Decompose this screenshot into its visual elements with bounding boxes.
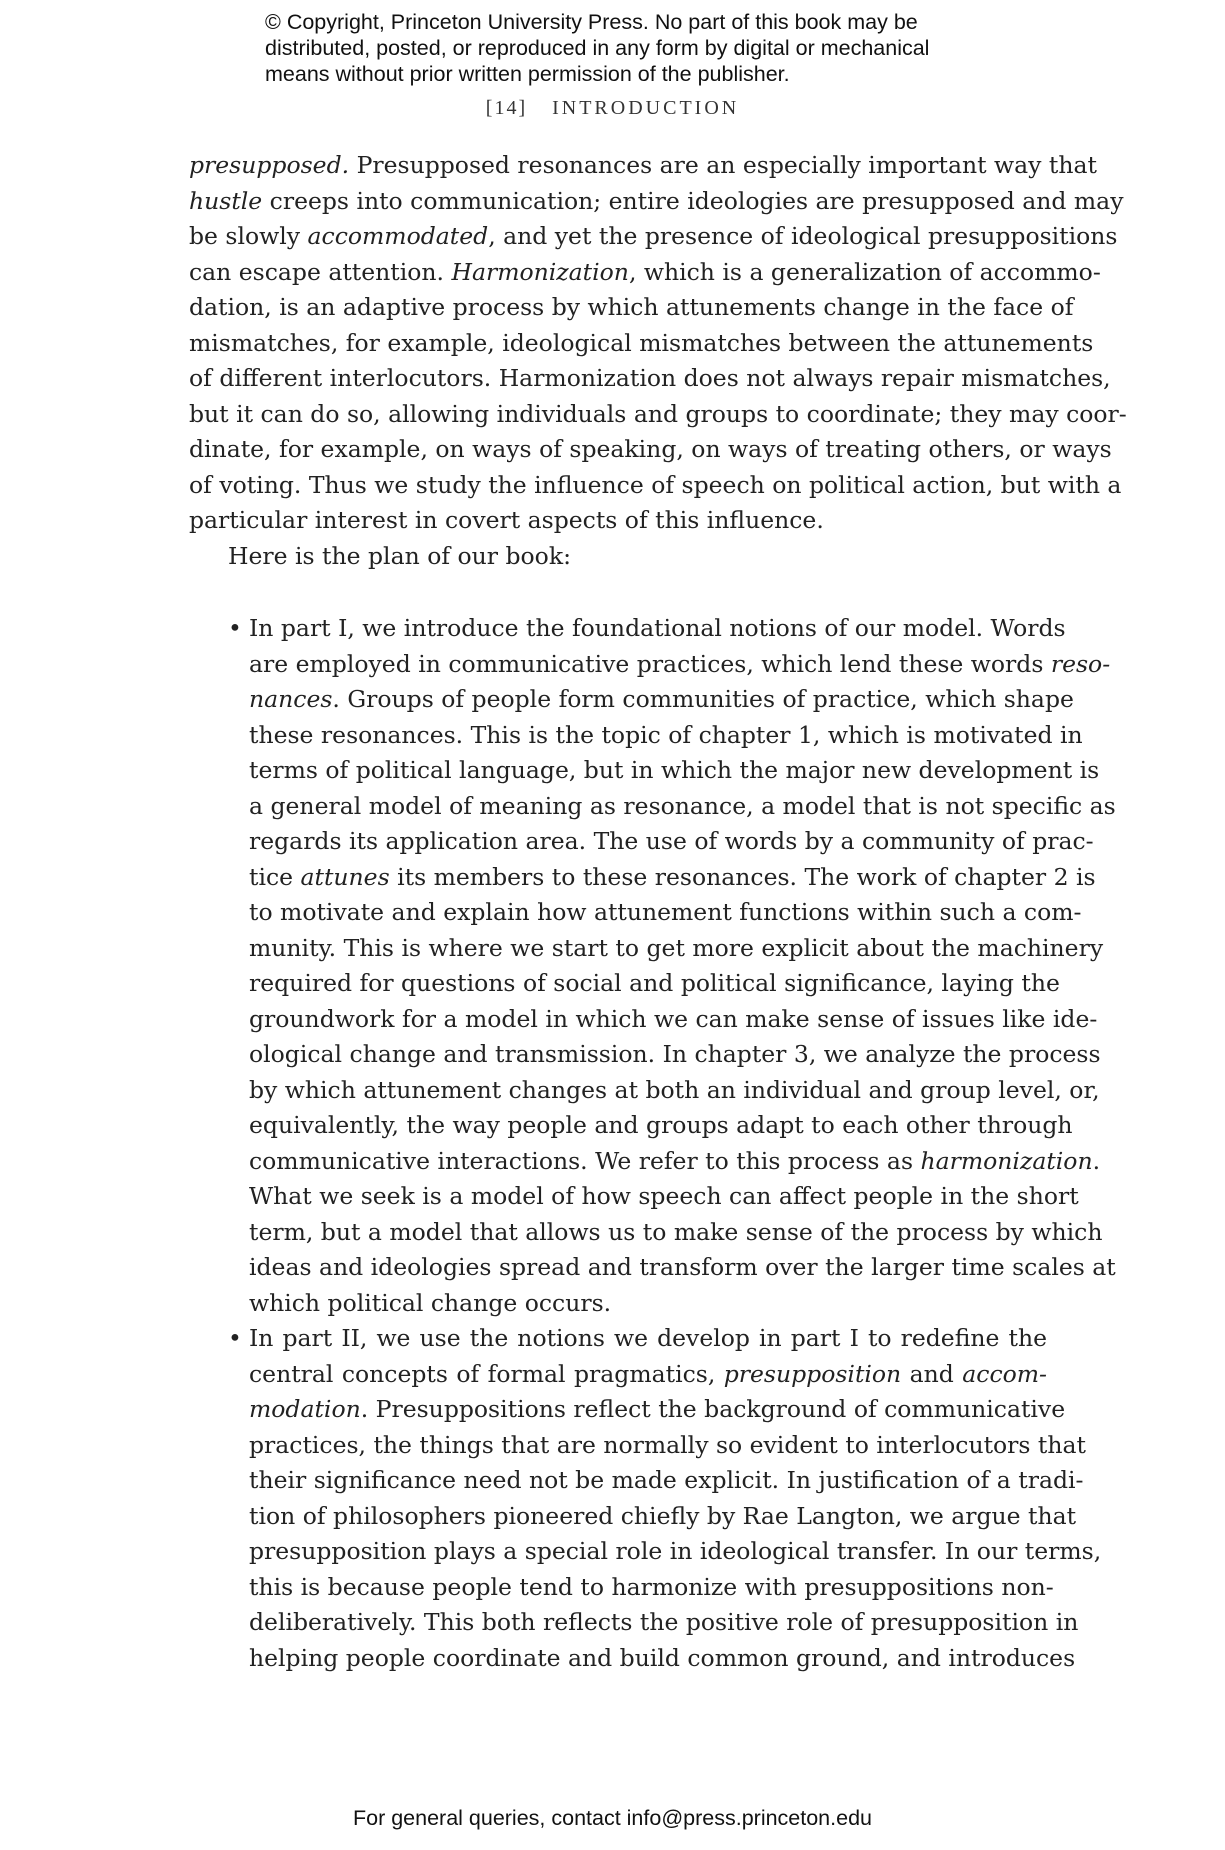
- italic-term: accommodated: [307, 222, 489, 250]
- text-run: are employed in communicative practices, which lend these words: [249, 649, 1051, 678]
- text-line: [249, 860, 1096, 896]
- text-run: creeps into communication; entire ideologies are presupposed and may: [262, 186, 1124, 215]
- text-run: , which is a generalization of accommo-: [628, 257, 1101, 286]
- italic-term: reso-: [1050, 649, 1111, 678]
- running-head: [0, 97, 1225, 120]
- text-run: central concepts of formal pragmatics,: [249, 1359, 724, 1388]
- copyright-notice: [265, 9, 1025, 87]
- italic-term: presupposed.: [189, 151, 350, 179]
- text-line: practices, the things that are normally so evident to interlocutors that: [249, 1430, 1086, 1459]
- copyright-line: © Copyright, Princeton University Press. No part of this book may be: [265, 10, 918, 34]
- text-line: [249, 1144, 1101, 1180]
- italic-term: nances: [249, 685, 333, 713]
- text-line: which political change occurs.: [249, 1288, 612, 1317]
- text-line: Here is the plan of our book:: [228, 542, 571, 570]
- text-line: regards its application area. The use of words by a community of prac-: [249, 827, 1094, 855]
- text-line: to motivate and explain how attunement functions within such a com-: [249, 898, 1082, 926]
- text-line: groundwork for a model in which we can make sense of issues like ide-: [249, 1004, 1098, 1033]
- text-run: .: [1092, 1146, 1101, 1175]
- footer-contact: For general queries, contact info@press.princeton.edu: [352, 1806, 872, 1830]
- text-line: deliberatively. This both reflects the positive role of presupposition in: [249, 1608, 1079, 1636]
- bullet-icon: •: [228, 1324, 242, 1352]
- italic-term: harmonization: [920, 1146, 1093, 1175]
- text-line: these resonances. This is the topic of chapter 1, which is motivated in: [249, 720, 1083, 749]
- text-line: required for questions of social and political significance, laying the: [249, 969, 1060, 997]
- text-line: presupposition plays a special role in ideological transfer. In our terms,: [249, 1537, 1102, 1565]
- text-line: What we seek is a model of how speech can affect people in the short: [249, 1182, 1079, 1210]
- italic-term: Harmonization: [451, 257, 629, 286]
- text-line: a general model of meaning as resonance, a model that is not specific as: [249, 791, 1116, 820]
- text-line: term, but a model that allows us to make sense of the process by which: [249, 1217, 1103, 1246]
- page-number: [14]: [485, 97, 528, 119]
- text-run: Presupposed resonances are an especially important way that: [349, 151, 1097, 179]
- chapter-title: INTRODUCTION: [552, 97, 740, 119]
- text-line: [189, 219, 1118, 255]
- text-line: terms of political language, but in which the major new development is: [249, 756, 1100, 784]
- text-line: of different interlocutors. Harmonization does not always repair mismatches,: [189, 364, 1111, 392]
- list-item-part-two: [189, 1321, 1102, 1676]
- text-run: and: [901, 1359, 963, 1388]
- text-run: communicative interactions. We refer to this process as: [249, 1146, 921, 1175]
- italic-term: modation: [249, 1395, 361, 1423]
- text-line: [249, 647, 1111, 683]
- text-line: dation, is an adaptive process by which attunements change in the face of: [189, 293, 1074, 321]
- text-line: their significance need not be made explicit. In justification of a tradi-: [249, 1466, 1084, 1494]
- text-line: mismatches, for example, ideological mismatches between the attunements: [189, 328, 1094, 357]
- italic-term: presupposition: [723, 1359, 902, 1388]
- text-line: [189, 148, 1097, 184]
- text-line: [249, 682, 1074, 718]
- copyright-line: means without prior written permission of the publisher.: [265, 62, 790, 86]
- text-run: , and yet the presence of ideological presuppositions: [488, 222, 1118, 250]
- text-line: In part I, we introduce the foundational notions of our model. Words: [249, 614, 1066, 642]
- text-line: [249, 1357, 1047, 1393]
- plan-intro: [189, 539, 1047, 575]
- italic-term: accom-: [962, 1359, 1047, 1388]
- text-run: its members to these resonances. The work of chapter 2 is: [389, 862, 1096, 891]
- text-run: . Groups of people form communities of practice, which shape: [332, 685, 1074, 713]
- text-line: particular interest in covert aspects of this influence.: [189, 506, 824, 534]
- text-line: equivalently, the way people and groups adapt to each other through: [249, 1111, 1073, 1139]
- italic-term: hustle: [189, 186, 263, 215]
- text-line: helping people coordinate and build common ground, and introduces: [249, 1643, 1076, 1672]
- text-line: tion of philosophers pioneered chiefly by Rae Langton, we argue that: [249, 1501, 1077, 1530]
- text-line: ological change and transmission. In chapter 3, we analyze the process: [249, 1040, 1101, 1068]
- text-line: but it can do so, allowing individuals and groups to coordinate; they may coor-: [189, 399, 1127, 428]
- text-line: [249, 1392, 1066, 1428]
- text-run: . Presuppositions reflect the background of communicative: [360, 1395, 1066, 1423]
- text-line: In part II, we use the notions we develop in part I to redefine the: [249, 1324, 1047, 1352]
- text-line: by which attunement changes at both an individual and group level, or,: [249, 1075, 1100, 1104]
- text-run: can escape attention.: [189, 257, 452, 286]
- bullet-list: [189, 611, 1116, 1676]
- text-line: dinate, for example, on ways of speaking, on ways of treating others, or ways: [189, 435, 1112, 463]
- text-run: be slowly: [189, 222, 308, 250]
- text-line: [189, 255, 1101, 291]
- copyright-line: distributed, posted, or reproduced in any form by digital or mechanical: [265, 36, 930, 60]
- text-line: this is because people tend to harmonize with presuppositions non-: [249, 1572, 1054, 1601]
- bullet-icon: •: [228, 614, 242, 642]
- paragraph: [189, 148, 1127, 539]
- text-run: tice: [249, 862, 301, 891]
- text-line: of voting. Thus we study the influence of speech on political action, but with a: [189, 470, 1122, 499]
- italic-term: attunes: [300, 862, 390, 891]
- text-line: ideas and ideologies spread and transform over the larger time scales at: [249, 1253, 1116, 1281]
- text-line: [189, 184, 1124, 220]
- list-item-part-one: [189, 611, 1116, 1321]
- text-line: munity. This is where we start to get more explicit about the machinery: [249, 933, 1104, 962]
